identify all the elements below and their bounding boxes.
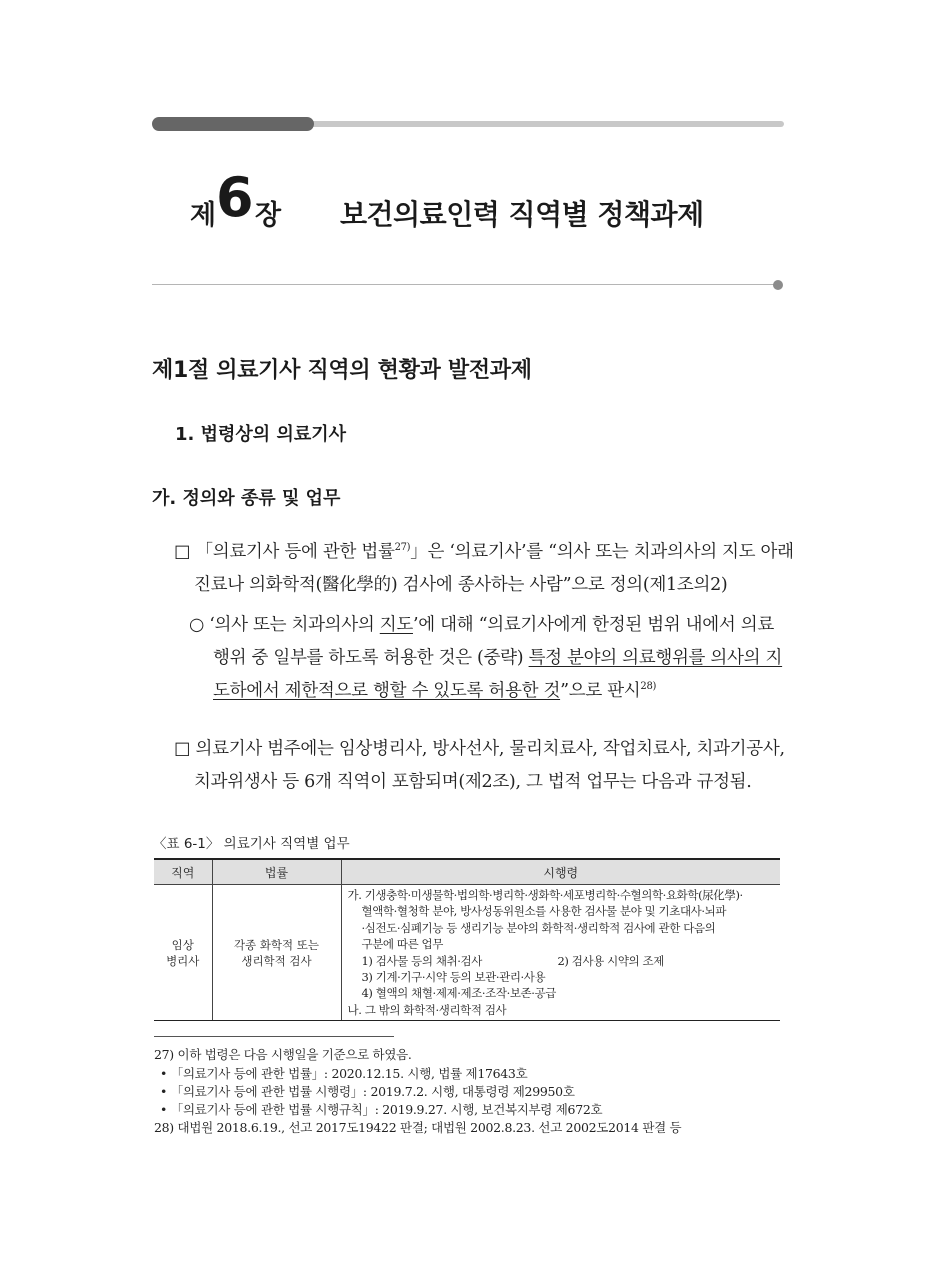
chapter-divider <box>152 284 776 285</box>
table-row <box>154 885 780 1021</box>
subsection-title: 1. 법령상의 의료기사 <box>175 424 346 445</box>
para1-line1 <box>174 538 794 563</box>
para1-line2: 진료나 의화학적(醫化學的) 검사에 종사하는 사람”으로 정의(제1조의2) <box>194 575 728 595</box>
footnote-ref-28[interactable]: 28) <box>640 681 657 692</box>
duties-table <box>154 858 780 1021</box>
footnote-ref-27[interactable]: 27) <box>394 542 411 553</box>
table-header-decree: 시행령 <box>341 859 780 885</box>
decree-line: 혈액학·혈청학 분야, 방사성동위원소를 사용한 검사물 분야 및 기초대사·뇌파 <box>361 904 727 919</box>
table-header-law: 법률 <box>212 859 341 885</box>
para2-underlined-a: 지도 <box>379 615 413 635</box>
decree-item: 1) 검사물 등의 채취·검사 <box>361 953 482 968</box>
cell-job <box>154 885 212 1021</box>
footnote-28: 28) 대법원 2018.6.19., 선고 2017도19422 판결; 대법원 2002.8.23. 선고 2002도2014 판결 등 <box>154 1120 682 1135</box>
para2-line2-text: 행위 중 일부를 하도록 허용한 것은 (중략) <box>213 648 529 668</box>
square-bullet: □ <box>174 542 191 562</box>
decree-line: ·심전도·심폐기능 등 생리기능 분야의 화학적·생리학적 검사에 관한 다음의 <box>361 920 716 935</box>
table-caption: 〈표 6-1〉 의료기사 직역별 업무 <box>153 836 350 852</box>
job-line: 병리사 <box>166 953 200 968</box>
law-line: 생리학적 검사 <box>241 953 312 968</box>
subsubsection-title: 가. 정의와 종류 및 업무 <box>152 488 341 509</box>
para2-line2-underlined: 특정 분야의 의료행위를 의사의 지 <box>528 648 783 668</box>
decree-item: 2) 검사용 시약의 조제 <box>557 953 664 968</box>
para2-line3-text: ”으로 판시 <box>560 681 641 701</box>
divider-dot <box>773 280 783 290</box>
cell-law <box>212 885 341 1021</box>
decree-line: 구분에 따른 업무 <box>361 937 443 952</box>
para3-line2: 치과위생사 등 6개 직역이 포함되며(제2조), 그 법적 업무는 다음과 규정됨. <box>194 772 752 792</box>
circle-bullet: ○ <box>189 615 204 635</box>
para1-text-a: 「의료기사 등에 관한 법률 <box>195 542 395 562</box>
para2-text-b: ’에 대해 “의료기사에게 한정된 범위 내에서 의료 <box>412 615 774 635</box>
decree-line <box>348 953 777 969</box>
para2-line3 <box>213 677 656 702</box>
chapter-prefix: 제 <box>190 200 217 231</box>
chapter-title: 보건의료인력 직역별 정책과제 <box>340 198 704 231</box>
para3-text: 의료기사 범주에는 임상병리사, 방사선사, 물리치료사, 작업치료사, 치과기공사, <box>195 739 785 759</box>
para2-line2 <box>213 644 782 669</box>
cell-decree <box>341 885 780 1021</box>
section-title: 제1절 의료기사 직역의 현황과 발전과제 <box>152 358 532 383</box>
job-line: 임상 <box>171 937 194 952</box>
decree-line: 4) 혈액의 채혈·제제·제조·조작·보존·공급 <box>361 986 556 1001</box>
table-header-job: 직역 <box>154 859 212 885</box>
square-bullet: □ <box>174 739 191 759</box>
header-bar-pill <box>152 117 314 131</box>
para2-line3-underlined: 도하에서 제한적으로 행할 수 있도록 허용한 것 <box>213 681 561 701</box>
footnote-item: • 「의료기사 등에 관한 법률 시행규칙」: 2019.9.27. 시행, 보건복지부령 제672호 <box>160 1102 603 1117</box>
law-line: 각종 화학적 또는 <box>233 937 320 952</box>
chapter-number: 6 <box>216 166 253 229</box>
para2-text-a: ‘의사 또는 치과의사의 <box>209 615 380 635</box>
para1-text-b: 」은 ‘의료기사’를 “의사 또는 치과의사의 지도 아래 <box>410 542 794 562</box>
table-header-row <box>154 859 780 885</box>
footnote-item: • 「의료기사 등에 관한 법률 시행령」: 2019.7.2. 시행, 대통령령 제29950호 <box>160 1084 575 1099</box>
decree-line: 3) 기계·기구·시약 등의 보관·관리·사용 <box>361 970 546 985</box>
decree-line: 가. 기생충학·미생물학·법의학·병리학·생화학·세포병리학·수혈의학·요화학(尿化學)· <box>347 888 743 902</box>
para3-line1 <box>174 735 785 760</box>
decree-line: 나. 그 밖의 화학적·생리학적 검사 <box>347 1002 507 1017</box>
chapter-suffix: 장 <box>255 200 282 231</box>
footnote-27: 27) 이하 법령은 다음 시행일을 기준으로 하였음. <box>154 1047 412 1062</box>
footnote-item: • 「의료기사 등에 관한 법률」: 2020.12.15. 시행, 법률 제17643호 <box>160 1066 528 1081</box>
para2-line1 <box>189 611 774 636</box>
footnote-rule <box>154 1036 394 1037</box>
